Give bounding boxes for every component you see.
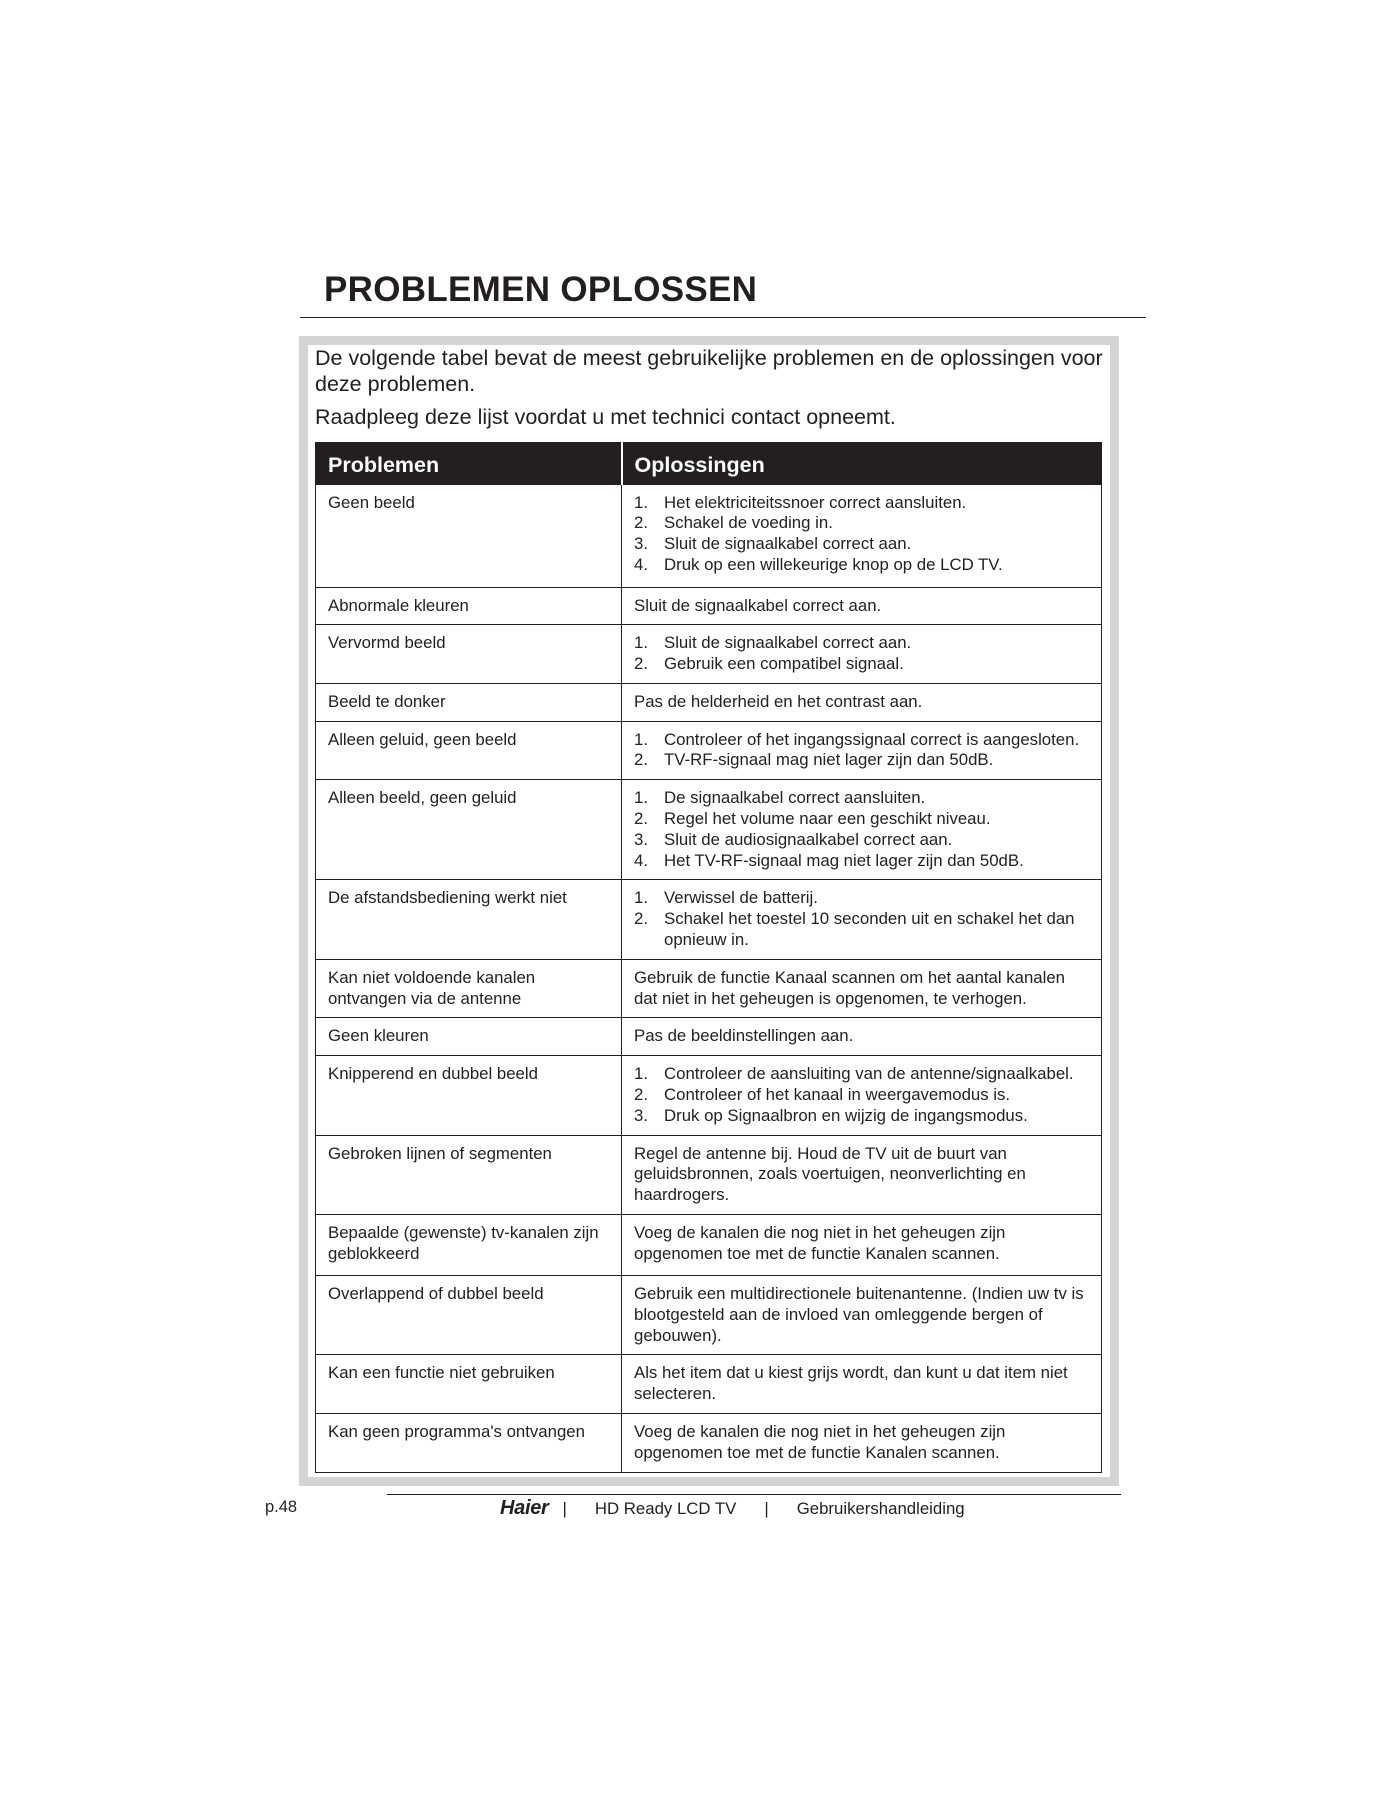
table-row xyxy=(316,1276,1102,1355)
problem-cell: Geen beeld xyxy=(316,484,622,587)
solution-cell xyxy=(622,721,1102,780)
solution-cell xyxy=(622,780,1102,880)
table-row xyxy=(316,721,1102,780)
problem-cell: Knipperend en dubbel beeld xyxy=(316,1056,622,1135)
step-number: 4. xyxy=(634,850,648,870)
solution-step xyxy=(634,493,1089,514)
problem-cell: Bepaalde (gewenste) tv-kanalen zijn geblokkeerd xyxy=(316,1215,622,1276)
table-row xyxy=(316,780,1102,880)
table-row xyxy=(316,959,1102,1018)
footer-separator: | xyxy=(562,1499,567,1518)
solution-cell: Gebruik een multidirectionele buitenantenne. (Indien uw tv is blootgesteld aan de invloed van omleggende bergen of gebouwen). xyxy=(622,1276,1102,1355)
step-text: TV-RF-signaal mag niet lager zijn dan 50dB. xyxy=(664,750,994,770)
table-row xyxy=(316,1018,1102,1056)
problem-cell: Gebroken lijnen of segmenten xyxy=(316,1135,622,1214)
solution-cell xyxy=(622,1056,1102,1135)
solution-steps xyxy=(634,888,1089,950)
step-number: 1. xyxy=(634,788,648,808)
solution-cell: Gebruik de functie Kanaal scannen om het aantal kanalen dat niet in het geheugen is opgenomen, te verhogen. xyxy=(622,959,1102,1018)
table-row xyxy=(316,484,1102,587)
title-underline xyxy=(300,317,1146,318)
page-title: PROBLEMEN OPLOSSEN xyxy=(324,270,758,309)
table-body xyxy=(316,484,1102,1472)
step-text: Regel het volume naar een geschikt niveau. xyxy=(664,809,991,829)
step-number: 2. xyxy=(634,1085,648,1105)
problem-cell: Geen kleuren xyxy=(316,1018,622,1056)
table-row xyxy=(316,1135,1102,1214)
solution-step xyxy=(634,633,1089,654)
step-text: Controleer of het ingangssignaal correct is aangesloten. xyxy=(664,729,1080,749)
page-number: p.48 xyxy=(265,1498,298,1516)
solution-step xyxy=(634,788,1089,809)
table-row xyxy=(316,1414,1102,1473)
step-text: Het elektriciteitssnoer correct aansluiten. xyxy=(664,492,967,512)
intro-note: Raadpleeg deze lijst voordat u met technici contact opneemt. xyxy=(315,405,896,429)
solution-step xyxy=(634,909,1089,951)
table-row xyxy=(316,1215,1102,1276)
step-text: Sluit de audiosignaalkabel correct aan. xyxy=(664,829,953,849)
table-row xyxy=(316,1056,1102,1135)
problem-cell: Kan geen programma's ontvangen xyxy=(316,1414,622,1473)
step-number: 2. xyxy=(634,513,648,533)
step-number: 3. xyxy=(634,534,648,554)
solution-step xyxy=(634,809,1089,830)
step-number: 1. xyxy=(634,492,648,512)
solution-cell xyxy=(622,625,1102,684)
step-text: Verwissel de batterij. xyxy=(664,888,818,908)
problem-cell: Abnormale kleuren xyxy=(316,587,622,625)
solution-step xyxy=(634,1085,1089,1106)
solution-step xyxy=(634,730,1089,751)
solution-steps xyxy=(634,633,1089,675)
step-text: Sluit de signaalkabel correct aan. xyxy=(664,633,912,653)
footer-product: HD Ready LCD TV xyxy=(594,1499,737,1518)
table-row xyxy=(316,587,1102,625)
problem-cell: De afstandsbediening werkt niet xyxy=(316,880,622,959)
step-number: 1. xyxy=(634,888,648,908)
step-text: De signaalkabel correct aansluiten. xyxy=(664,788,926,808)
table-row xyxy=(316,1355,1102,1414)
solution-step xyxy=(634,750,1089,771)
solution-cell: Sluit de signaalkabel correct aan. xyxy=(622,587,1102,625)
step-text: Gebruik een compatibel signaal. xyxy=(664,654,904,674)
intro-paragraph: De volgende tabel bevat de meest gebruikelijke problemen en de oplossingen voor deze problemen. xyxy=(315,346,1103,396)
solution-step xyxy=(634,888,1089,909)
step-text: Het TV-RF-signaal mag niet lager zijn dan 50dB. xyxy=(664,850,1024,870)
step-number: 1. xyxy=(634,1064,648,1084)
solution-step xyxy=(634,851,1089,872)
step-number: 1. xyxy=(634,633,648,653)
step-number: 2. xyxy=(634,809,648,829)
solution-cell xyxy=(622,880,1102,959)
solution-steps xyxy=(634,493,1089,576)
problem-cell: Beeld te donker xyxy=(316,683,622,721)
step-number: 3. xyxy=(634,829,648,849)
step-number: 2. xyxy=(634,654,648,674)
solution-steps xyxy=(634,788,1089,871)
problem-cell: Alleen beeld, geen geluid xyxy=(316,780,622,880)
solution-step xyxy=(634,1064,1089,1085)
problem-cell: Alleen geluid, geen beeld xyxy=(316,721,622,780)
step-text: Controleer de aansluiting van de antenne/signaalkabel. xyxy=(664,1064,1074,1084)
step-text: Sluit de signaalkabel correct aan. xyxy=(664,534,912,554)
footer-rule xyxy=(387,1494,1121,1495)
solution-cell: Voeg de kanalen die nog niet in het geheugen zijn opgenomen toe met de functie Kanalen scannen. xyxy=(622,1414,1102,1473)
solution-cell: Regel de antenne bij. Houd de TV uit de buurt van geluidsbronnen, zoals voertuigen, neonverlichting en haardrogers. xyxy=(622,1135,1102,1214)
solution-step xyxy=(634,654,1089,675)
solution-step xyxy=(634,555,1089,576)
solution-steps xyxy=(634,1064,1089,1126)
step-number: 1. xyxy=(634,729,648,749)
solution-cell: Als het item dat u kiest grijs wordt, dan kunt u dat item niet selecteren. xyxy=(622,1355,1102,1414)
solution-cell: Voeg de kanalen die nog niet in het geheugen zijn opgenomen toe met de functie Kanalen scannen. xyxy=(622,1215,1102,1276)
solution-step xyxy=(634,534,1089,555)
step-text: Schakel het toestel 10 seconden uit en schakel het dan opnieuw in. xyxy=(664,909,1075,950)
step-number: 2. xyxy=(634,909,648,929)
problem-cell: Overlappend of dubbel beeld xyxy=(316,1276,622,1355)
solution-cell: Pas de beeldinstellingen aan. xyxy=(622,1018,1102,1056)
step-text: Schakel de voeding in. xyxy=(664,513,833,533)
footer-separator: | xyxy=(764,1499,769,1518)
solution-step xyxy=(634,513,1089,534)
solution-cell xyxy=(622,484,1102,587)
problem-cell: Kan een functie niet gebruiken xyxy=(316,1355,622,1414)
solution-step xyxy=(634,1106,1089,1127)
step-number: 4. xyxy=(634,554,648,574)
step-text: Druk op een willekeurige knop op de LCD TV. xyxy=(664,554,1003,574)
step-number: 3. xyxy=(634,1105,648,1125)
footer-line xyxy=(500,1497,965,1520)
problem-cell: Vervormd beeld xyxy=(316,625,622,684)
step-text: Controleer of het kanaal in weergavemodus is. xyxy=(664,1085,1011,1105)
solution-steps xyxy=(634,730,1089,772)
step-number: 2. xyxy=(634,750,648,770)
column-header-solutions: Oplossingen xyxy=(622,442,1102,484)
table-row xyxy=(316,880,1102,959)
column-header-problems: Problemen xyxy=(316,442,622,484)
step-text: Druk op Signaalbron en wijzig de ingangsmodus. xyxy=(664,1105,1028,1125)
table-row xyxy=(316,625,1102,684)
brand-logo: Haier xyxy=(500,1497,549,1519)
footer-manual: Gebruikershandleiding xyxy=(796,1499,965,1518)
solution-step xyxy=(634,830,1089,851)
troubleshooting-table xyxy=(315,442,1102,1473)
problem-cell: Kan niet voldoende kanalen ontvangen via de antenne xyxy=(316,959,622,1018)
table-row xyxy=(316,683,1102,721)
solution-cell: Pas de helderheid en het contrast aan. xyxy=(622,683,1102,721)
table-header-row xyxy=(316,442,1102,484)
